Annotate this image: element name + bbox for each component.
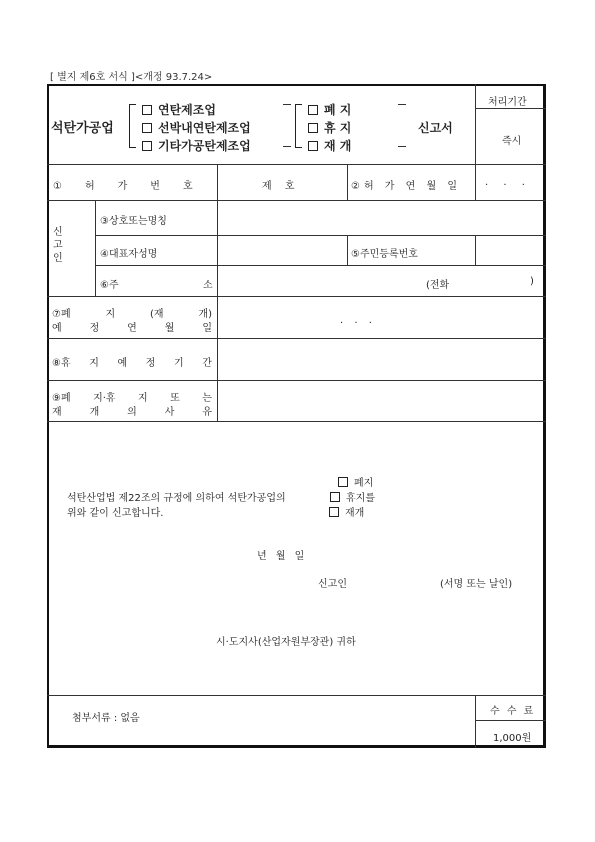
action-item-resume[interactable]: 재 개 bbox=[308, 137, 351, 154]
divider bbox=[95, 200, 96, 296]
fee-label: 수 수 료 bbox=[490, 706, 536, 717]
trade-name-label: ③상호또는명칭 bbox=[100, 216, 167, 227]
recipient-label: 시·도지사(산업자원부장관) 귀하 bbox=[216, 637, 356, 648]
suspension-period-label: ⑧휴 지 예 정 기 간 bbox=[52, 358, 212, 369]
option-resume[interactable]: 재개 bbox=[329, 504, 364, 519]
bracket bbox=[129, 104, 136, 148]
action-item-suspension[interactable]: 휴 지 bbox=[308, 119, 351, 136]
divider bbox=[475, 84, 476, 164]
dash bbox=[398, 104, 406, 105]
action-item-closure[interactable]: 폐 지 bbox=[308, 101, 351, 118]
form-title-suffix: 신고서 bbox=[418, 121, 453, 135]
dash bbox=[398, 146, 406, 147]
divider bbox=[47, 338, 546, 339]
checkbox[interactable] bbox=[308, 141, 318, 151]
divider bbox=[475, 695, 476, 748]
planned-date-label-line2: 예 정 연 월 일 bbox=[52, 323, 212, 334]
checkbox[interactable] bbox=[338, 477, 348, 487]
divider bbox=[347, 235, 348, 265]
planned-date-label-line1: ⑦폐 지 (재 개) bbox=[52, 309, 212, 320]
kind-item-briquette[interactable]: 연탄제조업 bbox=[142, 101, 216, 118]
signer-label: 신고인 bbox=[318, 579, 347, 590]
planned-date-value[interactable]: . . . bbox=[340, 315, 376, 326]
divider bbox=[475, 164, 476, 200]
declaration-date[interactable]: 년 월 일 bbox=[257, 551, 308, 562]
form-title: 석탄가공업 bbox=[51, 121, 114, 136]
permit-date-value[interactable]: . . . bbox=[485, 177, 531, 188]
divider bbox=[347, 164, 348, 200]
divider bbox=[95, 235, 546, 236]
reason-label-line2: 재 개 의 사 유 bbox=[52, 407, 212, 418]
bracket bbox=[295, 104, 302, 148]
phone-label: (전화 bbox=[426, 280, 450, 291]
divider bbox=[475, 108, 546, 109]
applicant-label: 신고인 bbox=[53, 227, 63, 264]
fee-value: 1,000원 bbox=[493, 733, 532, 744]
declaration-line2: 위와 같이 신고합니다. bbox=[67, 508, 164, 519]
option-closure[interactable]: 폐지 bbox=[338, 474, 373, 489]
declaration-line1: 석탄산업법 제22조의 규정에 의하여 석탄가공업의 bbox=[67, 493, 286, 504]
divider bbox=[95, 265, 546, 266]
checkbox[interactable] bbox=[142, 141, 152, 151]
divider bbox=[217, 164, 218, 421]
signature-label: (서명 또는 날인) bbox=[440, 579, 513, 590]
address-label-end: 소 bbox=[203, 280, 213, 291]
divider bbox=[475, 720, 546, 721]
divider bbox=[47, 380, 546, 381]
divider bbox=[47, 695, 546, 696]
permit-date-label: ②허 가 연 월 일 bbox=[351, 181, 461, 192]
processing-period-label: 처리기간 bbox=[488, 97, 527, 108]
dash bbox=[283, 146, 291, 147]
divider bbox=[47, 296, 546, 297]
checkbox[interactable] bbox=[308, 105, 318, 115]
divider bbox=[47, 200, 546, 201]
reason-label-line1: ⑨폐 지·휴 지 또 는 bbox=[52, 393, 212, 404]
checkbox[interactable] bbox=[330, 492, 340, 502]
representative-name-label: ④대표자성명 bbox=[100, 249, 158, 260]
address-label: ⑥주 bbox=[100, 280, 119, 291]
kind-item-ship-briquette[interactable]: 선박내연탄제조업 bbox=[142, 119, 251, 136]
permit-number-suffix: 제 호 bbox=[262, 181, 300, 192]
divider bbox=[475, 235, 476, 265]
divider bbox=[47, 421, 546, 422]
form-number-label: [ 별지 제6호 서식 ]<개정 93.7.24> bbox=[50, 72, 213, 83]
checkbox[interactable] bbox=[142, 123, 152, 133]
checkbox[interactable] bbox=[142, 105, 152, 115]
divider bbox=[47, 164, 546, 165]
permit-number-label: ①허가번호 bbox=[53, 181, 216, 192]
option-suspension[interactable]: 휴지를 bbox=[330, 489, 375, 504]
checkbox[interactable] bbox=[329, 507, 339, 517]
attachments-label: 첨부서류 : 없음 bbox=[72, 713, 140, 724]
resident-number-label: ⑤주민등록번호 bbox=[351, 249, 418, 260]
checkbox[interactable] bbox=[308, 123, 318, 133]
kind-item-other-processed[interactable]: 기타가공탄제조업 bbox=[142, 137, 251, 154]
processing-period-value: 즉시 bbox=[502, 136, 522, 147]
phone-label-end: ) bbox=[530, 276, 534, 287]
dash bbox=[283, 104, 291, 105]
